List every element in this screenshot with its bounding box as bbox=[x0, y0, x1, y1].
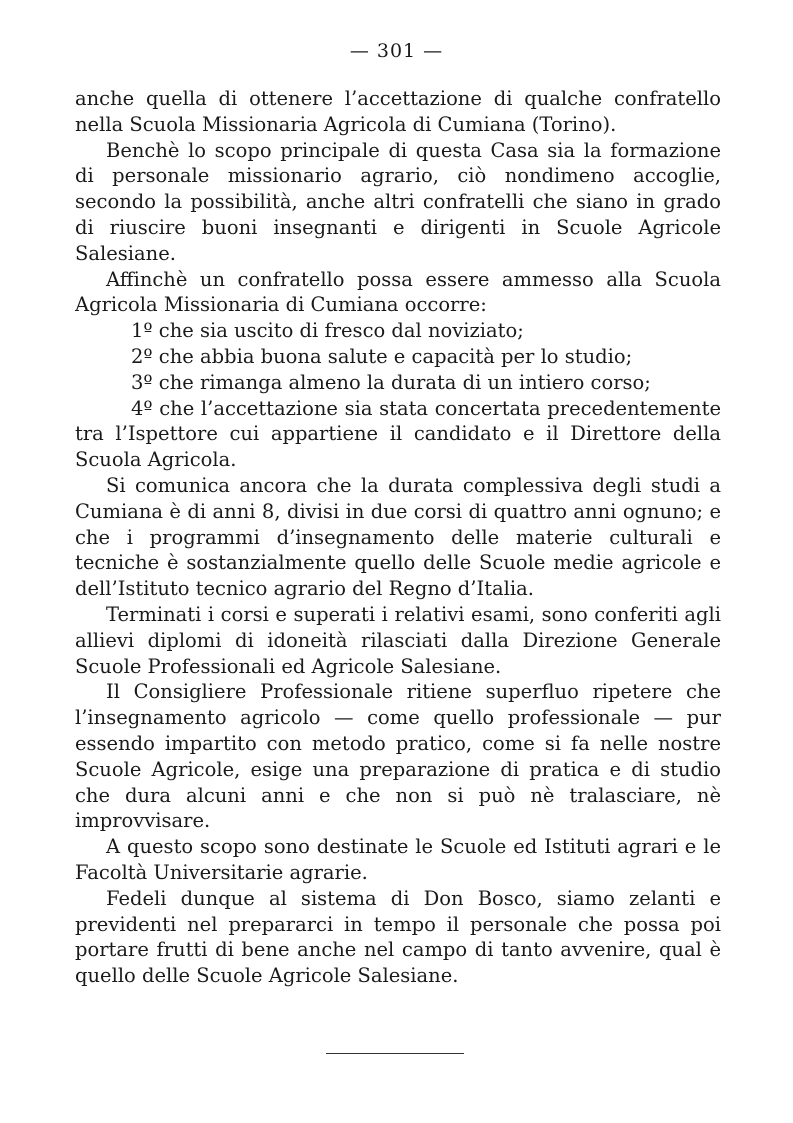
paragraph: Terminati i corsi e superati i relativi esami, sono conferiti agli allievi diplomi di idoneità rilasciati dalla Direzione Generale Scuole Professionali ed Agricole Salesiane. bbox=[75, 602, 721, 678]
body-text bbox=[75, 86, 721, 989]
page-number: — 301 — bbox=[349, 40, 444, 62]
paragraph: anche quella di ottenere l’accettazione di qualche confratello nella Scuola Missionaria Agricola di Cumiana (Torino). bbox=[75, 87, 721, 136]
paragraph: Si comunica ancora che la durata complessiva degli studi a Cumiana è di anni 8, divisi in due corsi di quattro anni ognuno; e che i programmi d’insegnamento delle materie culturali e tecniche è sostanzialmente quello delle Scuole medie agricole e dell’Istituto tecnico agrario del Regno d’Italia. bbox=[75, 473, 721, 601]
section-divider bbox=[326, 1053, 464, 1054]
requirement-item: 2º che abbia buona salute e capacità per lo studio; bbox=[131, 344, 633, 368]
paragraph: Il Consigliere Professionale ritiene superfluo ripetere che l’insegnamento agricolo — come quello professionale — pur essendo impartito con metodo pratico, come si fa nelle nostre Scuole Agricole, esige una preparazione di pratica e di studio che dura alcuni anni e che non si può nè tralasciare, nè improvvisare. bbox=[75, 680, 721, 833]
requirement-item: 3º che rimanga almeno la durata di un intiero corso; bbox=[131, 370, 651, 394]
paragraph: A questo scopo sono destinate le Scuole ed Istituti agrari e le Facoltà Universitarie agrarie. bbox=[75, 835, 721, 884]
paragraph: Fedeli dunque al sistema di Don Bosco, siamo zelanti e previdenti nel prepararci in tempo il personale che possa poi portare frutti di bene anche nel campo di tanto avvenire, qual è quello delle Scuole Agricole Salesiane. bbox=[75, 886, 721, 988]
requirement-item: 1º che sia uscito di fresco dal noviziato; bbox=[131, 319, 524, 343]
paragraph: Affinchè un confratello possa essere ammesso alla Scuola Agricola Missionaria di Cumiana occorre: bbox=[75, 267, 721, 317]
requirement-item: 4º che l’accettazione sia stata concertata precedentemente tra l’Ispettore cui appartiene il candidato e il Direttore della Scuola Agricola. bbox=[75, 396, 721, 472]
paragraph: Benchè lo scopo principale di questa Casa sia la formazione di personale missionario agrario, ciò nondimeno accoglie, secondo la possibilità, anche altri confratelli che siano in grado di riuscire buoni insegnanti e dirigenti in Scuole Agricole Salesiane. bbox=[75, 138, 721, 265]
